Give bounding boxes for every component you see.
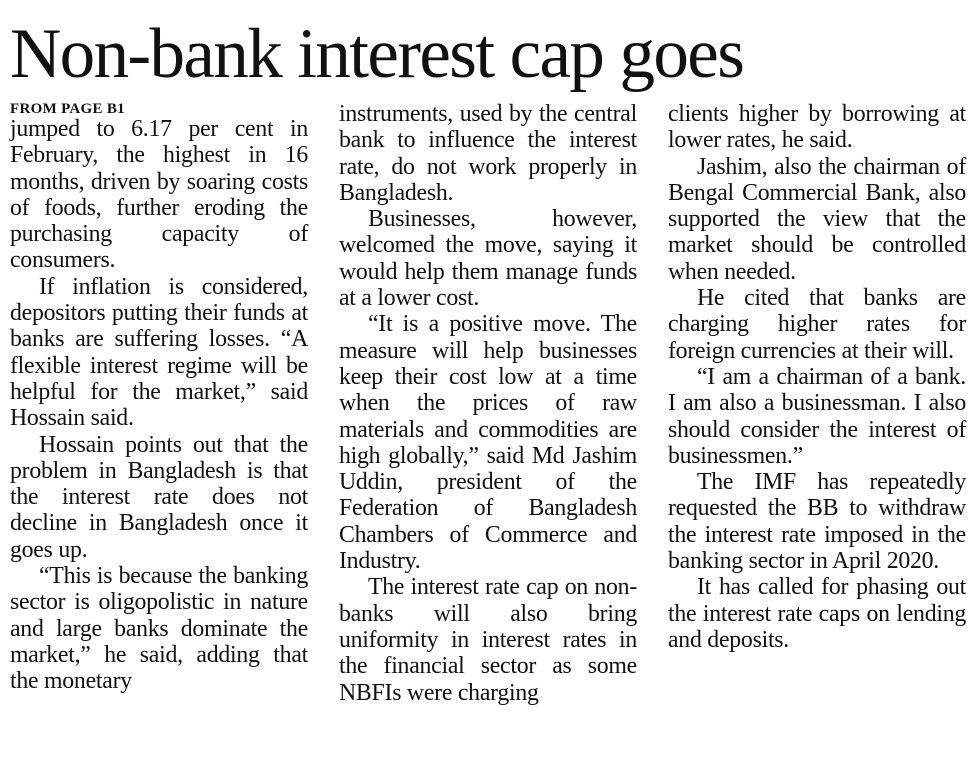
article-column-2 — [339, 101, 637, 706]
article-column-3 — [668, 101, 966, 653]
article-column-1 — [10, 101, 308, 695]
paragraph: “It is a positive move. The measure will help businesses keep their cost low at a time when the prices of raw materials and commodities are high globally,” said Md Jashim Uddin, president of the Federation of Bangladesh Chambers of Commerce and Industry. — [339, 311, 637, 575]
paragraph: Businesses, however, welcomed the move, saying it would help them manage funds at a lower cost. — [339, 206, 637, 312]
paragraph: jumped to 6.17 per cent in February, the highest in 16 months, driven by soaring costs of foods, further eroding the purchasing capacity of consumers. — [10, 116, 308, 274]
paragraph: It has called for phasing out the interest rate caps on lending and deposits. — [668, 574, 966, 653]
paragraph: He cited that banks are charging higher rates for foreign currencies at their will. — [668, 285, 966, 364]
headline: Non-bank interest cap goes — [10, 15, 744, 93]
paragraph: “This is because the banking sector is oligopolistic in nature and large banks dominate the market,” he said, adding that the monetary — [10, 563, 308, 695]
kicker-from-page: FROM PAGE B1 — [10, 101, 125, 117]
paragraph: The interest rate cap on non-banks will also bring uniformity in interest rates in the financial sector as some NBFIs were charging — [339, 574, 637, 706]
paragraph: clients higher by borrowing at lower rates, he said. — [668, 101, 966, 154]
paragraph: “I am a chairman of a bank. I am also a businessman. I also should consider the interest of businessmen.” — [668, 363, 966, 469]
paragraph: If inflation is considered, depositors putting their funds at banks are suffering losses. “A flexible interest regime will be helpful for the market,” said Hossain said. — [10, 273, 308, 432]
paragraph: instruments, used by the central bank to influence the interest rate, do not work properly in Bangladesh. — [339, 101, 637, 206]
paragraph: Hossain points out that the problem in Bangladesh is that the interest rate does not decline in Bangladesh once it goes up. — [10, 431, 308, 563]
paragraph: Jashim, also the chairman of Bengal Commercial Bank, also supported the view that the market should be controlled when needed. — [668, 153, 966, 285]
paragraph: The IMF has repeatedly requested the BB to withdraw the interest rate imposed in the banking sector in April 2020. — [668, 469, 966, 575]
